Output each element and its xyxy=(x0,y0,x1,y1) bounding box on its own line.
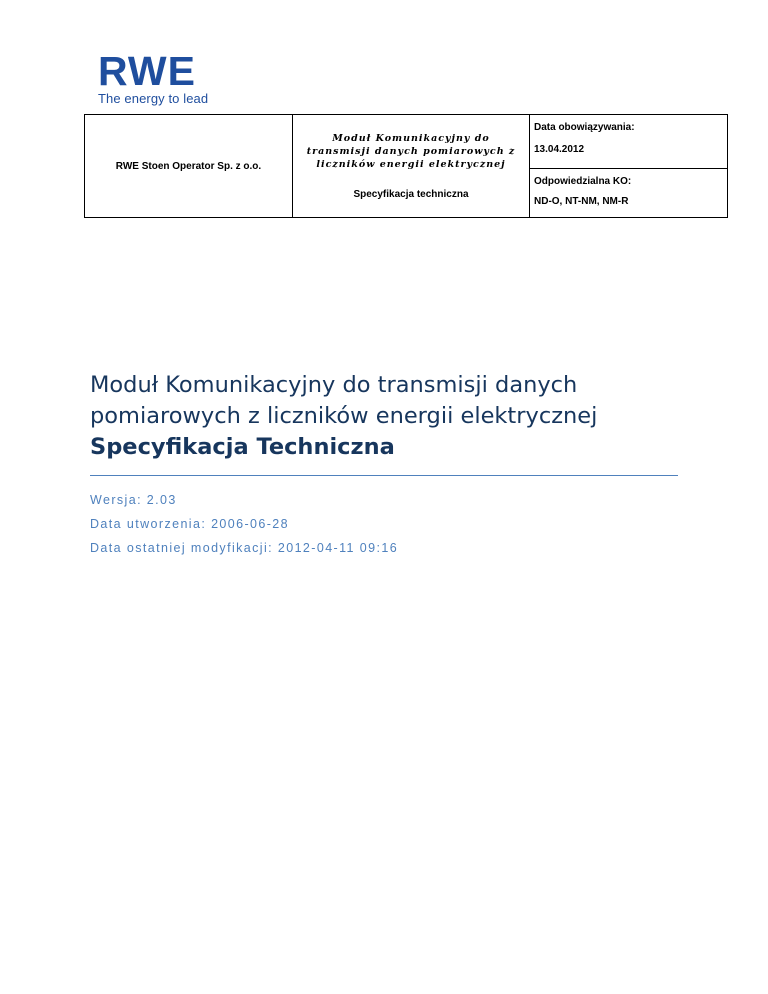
created-date-text: Data utworzenia: 2006-06-28 xyxy=(90,517,290,531)
header-table xyxy=(84,114,728,218)
document-title xyxy=(90,370,680,463)
rwe-logo-icon xyxy=(98,52,222,90)
title-line-2: pomiarowych z liczników energii elektrycznej xyxy=(90,403,598,429)
document-subtitle: Specyfikacja Techniczna xyxy=(90,434,395,460)
title-divider xyxy=(90,475,678,476)
effective-date-cell xyxy=(530,115,728,169)
title-line-1: Moduł Komunikacyjny do transmisji danych xyxy=(90,372,578,398)
doc-type: Specyfikacja techniczna xyxy=(353,189,469,200)
module-title: Moduł Komunikacyjny do transmisji danych pomiarowych z liczników energii elektrycznej xyxy=(306,133,516,170)
modified-date-text: Data ostatniej modyfikacji: 2012-04-11 09:16 xyxy=(90,541,399,555)
svg-text:RWE: RWE xyxy=(98,52,196,90)
logo-tagline: The energy to lead xyxy=(98,91,209,106)
effective-date-value: 13.04.2012 xyxy=(534,144,585,155)
responsible-value: ND-O, NT-NM, NM-R xyxy=(534,196,629,207)
company-cell: RWE Stoen Operator Sp. z o.o. xyxy=(85,115,293,218)
rwe-logo xyxy=(98,52,228,110)
module-cell xyxy=(293,115,530,218)
responsible-cell xyxy=(530,169,728,218)
effective-date-label: Data obowiązywania: xyxy=(534,122,635,133)
responsible-label: Odpowiedzialna KO: xyxy=(534,176,632,187)
version-text: Wersja: 2.03 xyxy=(90,493,177,507)
